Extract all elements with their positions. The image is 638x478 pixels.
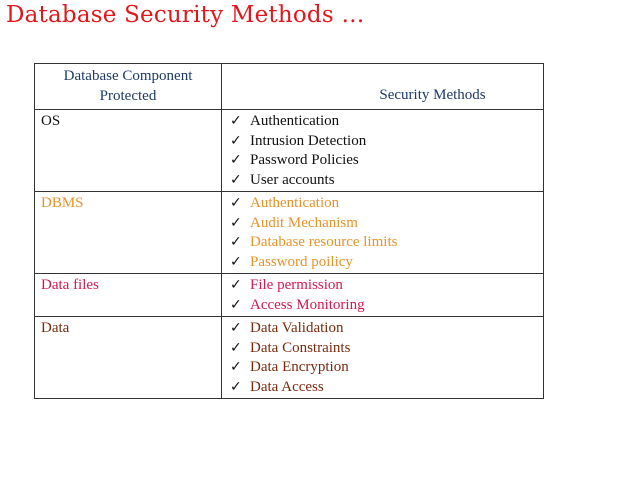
method-label: Authentication <box>250 195 340 211</box>
list-item <box>230 276 543 296</box>
methods-cell <box>222 317 544 399</box>
methods-list <box>230 112 543 190</box>
method-label: Password Policies <box>250 152 359 168</box>
component-label: DBMS <box>41 195 84 211</box>
method-label: Database resource limits <box>250 234 398 250</box>
list-item <box>230 171 543 191</box>
method-label: Password poilicy <box>250 253 353 270</box>
check-mark-icon: ✓ <box>230 171 242 188</box>
table-row <box>35 192 544 274</box>
header-security-methods: Security Methods <box>222 64 544 110</box>
methods-cell <box>222 192 544 274</box>
header-component-line2: Protected <box>99 87 157 104</box>
method-label: Audit Mechanism <box>250 214 358 231</box>
method-label: Intrusion Detection <box>250 132 367 149</box>
slide-title: Database Security Methods … <box>6 2 365 28</box>
methods-list <box>230 194 543 272</box>
check-mark-icon: ✓ <box>230 378 242 395</box>
list-item <box>230 319 543 339</box>
list-item <box>230 253 543 273</box>
method-label: Authentication <box>250 113 340 129</box>
list-item <box>230 296 543 316</box>
check-mark-icon: ✓ <box>230 320 242 336</box>
list-item <box>230 214 543 234</box>
component-cell <box>35 110 222 192</box>
component-label: OS <box>41 113 61 129</box>
method-label: Data Validation <box>250 320 344 336</box>
component-cell <box>35 274 222 317</box>
list-item <box>230 358 543 378</box>
table-header-row <box>35 64 544 110</box>
component-cell <box>35 192 222 274</box>
method-label: Data Constraints <box>250 339 351 356</box>
list-item <box>230 378 543 398</box>
method-label: Data Encryption <box>250 359 349 375</box>
header-component-line1: Database Component <box>63 68 193 84</box>
table-row <box>35 274 544 317</box>
check-mark-icon: ✓ <box>230 234 242 250</box>
list-item <box>230 233 543 253</box>
check-mark-icon: ✓ <box>230 214 242 231</box>
method-label: User accounts <box>250 171 335 188</box>
list-item <box>230 112 543 132</box>
check-mark-icon: ✓ <box>230 132 242 149</box>
list-item <box>230 194 543 214</box>
component-label: Data <box>41 320 70 336</box>
component-cell <box>35 317 222 399</box>
methods-list <box>230 276 543 315</box>
security-methods-table <box>34 63 544 399</box>
list-item <box>230 132 543 152</box>
check-mark-icon: ✓ <box>230 253 242 270</box>
check-mark-icon: ✓ <box>230 296 242 313</box>
check-mark-icon: ✓ <box>230 339 242 356</box>
check-mark-icon: ✓ <box>230 277 242 293</box>
check-mark-icon: ✓ <box>230 152 242 168</box>
methods-cell <box>222 110 544 192</box>
table-row <box>35 317 544 399</box>
list-item <box>230 151 543 171</box>
header-database-component <box>35 64 222 110</box>
check-mark-icon: ✓ <box>230 113 242 129</box>
method-label: File permission <box>250 277 343 293</box>
list-item <box>230 339 543 359</box>
method-label: Data Access <box>250 378 324 395</box>
check-mark-icon: ✓ <box>230 195 242 211</box>
table-row <box>35 110 544 192</box>
check-mark-icon: ✓ <box>230 359 242 375</box>
component-label: Data files <box>41 277 99 293</box>
methods-cell <box>222 274 544 317</box>
methods-list <box>230 319 543 397</box>
method-label: Access Monitoring <box>250 296 365 313</box>
